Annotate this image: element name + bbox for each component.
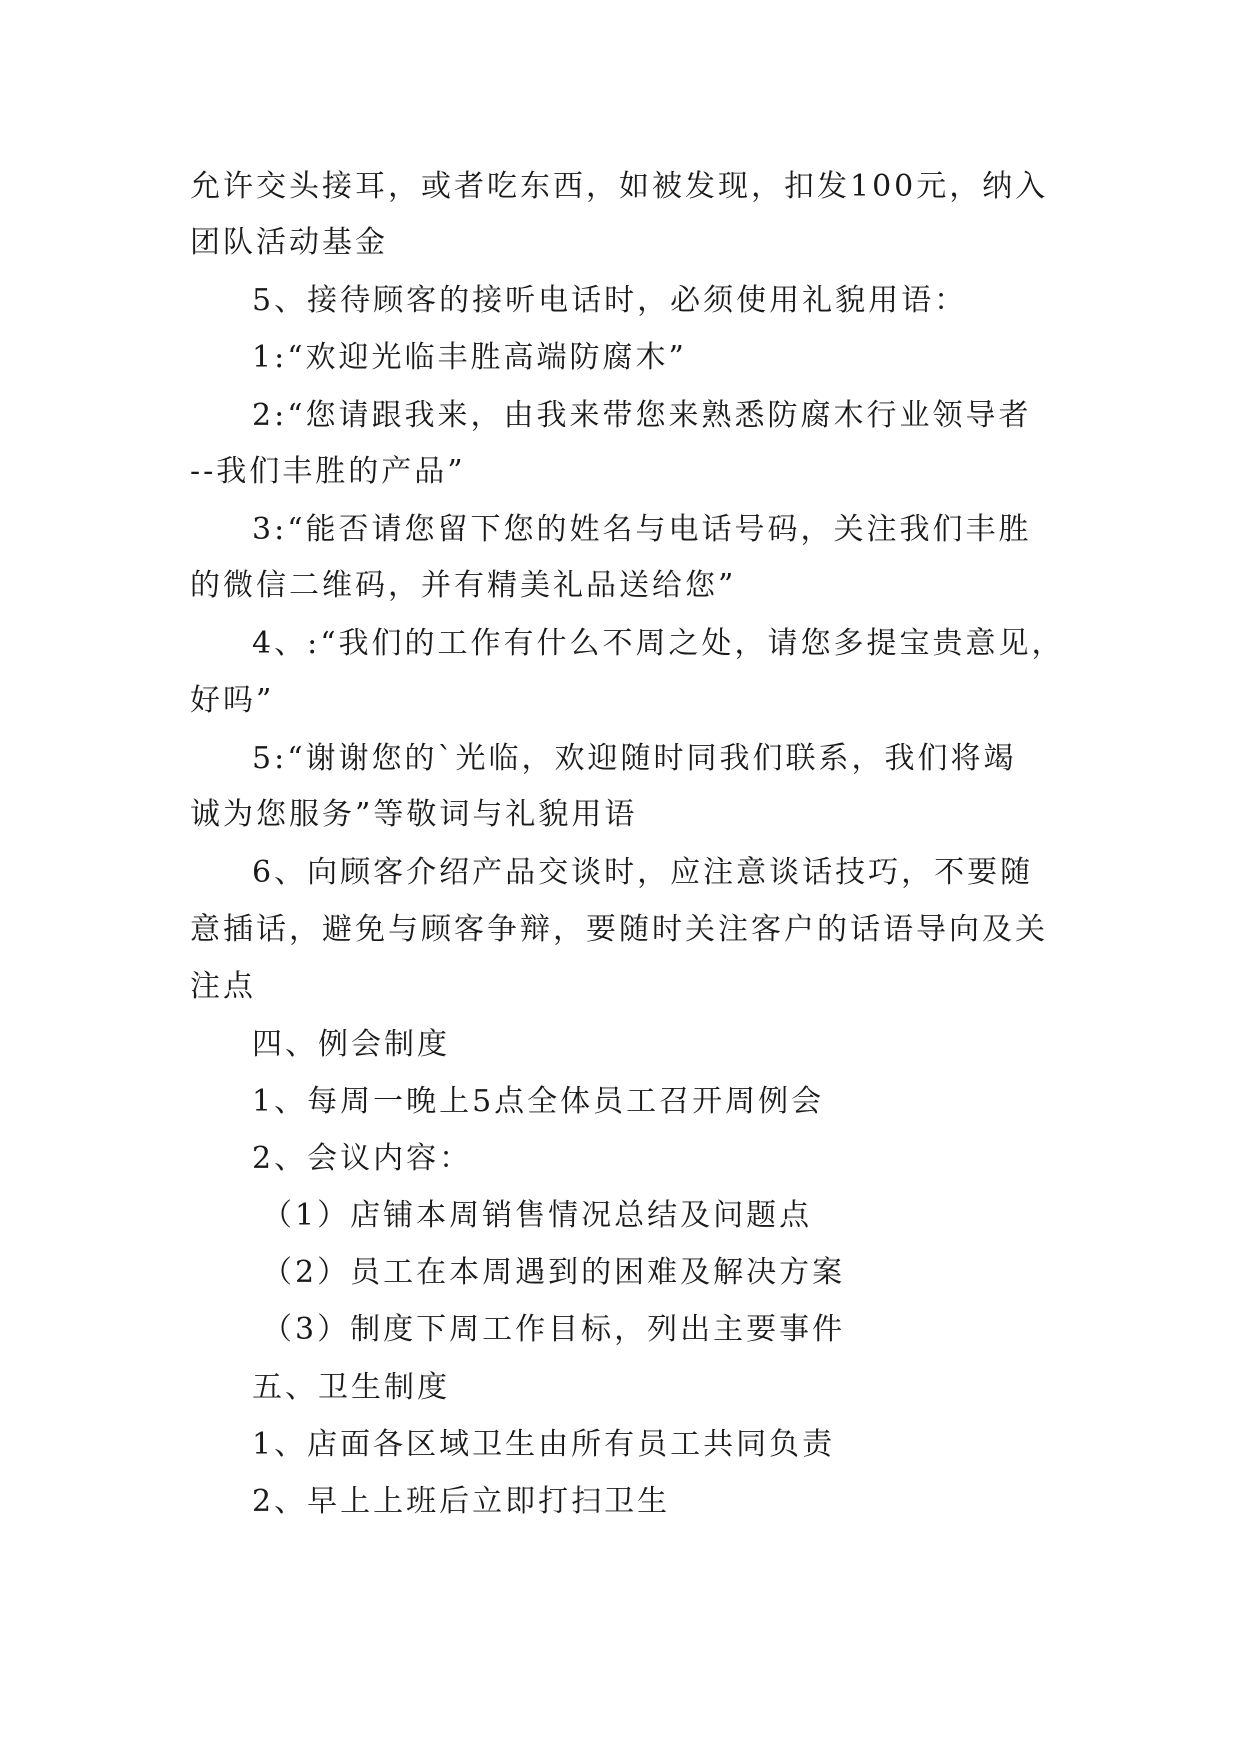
paragraph-line: 2、早上上班后立即打扫卫生: [252, 1484, 671, 1519]
paragraph-line: 5、接待顾客的接听电话时，必须使用礼貌用语：: [252, 283, 968, 318]
paragraph-line: 团队活动基金: [190, 225, 388, 260]
paragraph-line: --我们丰胜的产品”: [190, 454, 466, 489]
paragraph-line: 的微信二维码，并有精美礼品送给您”: [190, 568, 737, 603]
paragraph-line: 4、:“我们的工作有什么不周之处，请您多提宝贵意见，: [252, 626, 1065, 661]
paragraph-line: 1:“欢迎光临丰胜高端防腐木”: [252, 340, 687, 375]
paragraph-line: 6、向顾客介绍产品交谈时，应注意谈话技巧，不要随: [252, 855, 1034, 890]
paragraph-line: 2:“您请跟我来，由我来带您来熟悉防腐木行业领导者: [252, 398, 1032, 433]
section-heading: 四、例会制度: [252, 1027, 450, 1062]
list-item: （3）制度下周工作目标，列出主要事件: [262, 1312, 846, 1347]
paragraph-line: 1、店面各区域卫生由所有员工共同负责: [252, 1427, 836, 1462]
paragraph-line: 意插话，避免与顾客争辩，要随时关注客户的话语导向及关: [190, 912, 1048, 947]
paragraph-line: 好吗”: [190, 683, 275, 718]
section-heading: 五、卫生制度: [252, 1370, 450, 1405]
paragraph-line: 2、会议内容：: [252, 1141, 473, 1176]
paragraph-line: 1、每周一晚上5点全体员工召开周例会: [252, 1084, 825, 1119]
paragraph-line: 注点: [190, 969, 256, 1004]
paragraph-line: 诚为您服务”等敬词与礼貌用语: [190, 797, 638, 832]
list-item: （2）员工在本周遇到的困难及解决方案: [262, 1255, 846, 1290]
paragraph-line: 允许交头接耳，或者吃东西，如被发现，扣发100元，纳入: [190, 169, 1049, 204]
paragraph-line: 5:“谢谢您的`光临，欢迎随时同我们联系，我们将竭: [252, 741, 1017, 776]
list-item: （1）店铺本周销售情况总结及问题点: [262, 1198, 813, 1233]
paragraph-line: 3:“能否请您留下您的姓名与电话号码，关注我们丰胜: [252, 512, 1032, 547]
